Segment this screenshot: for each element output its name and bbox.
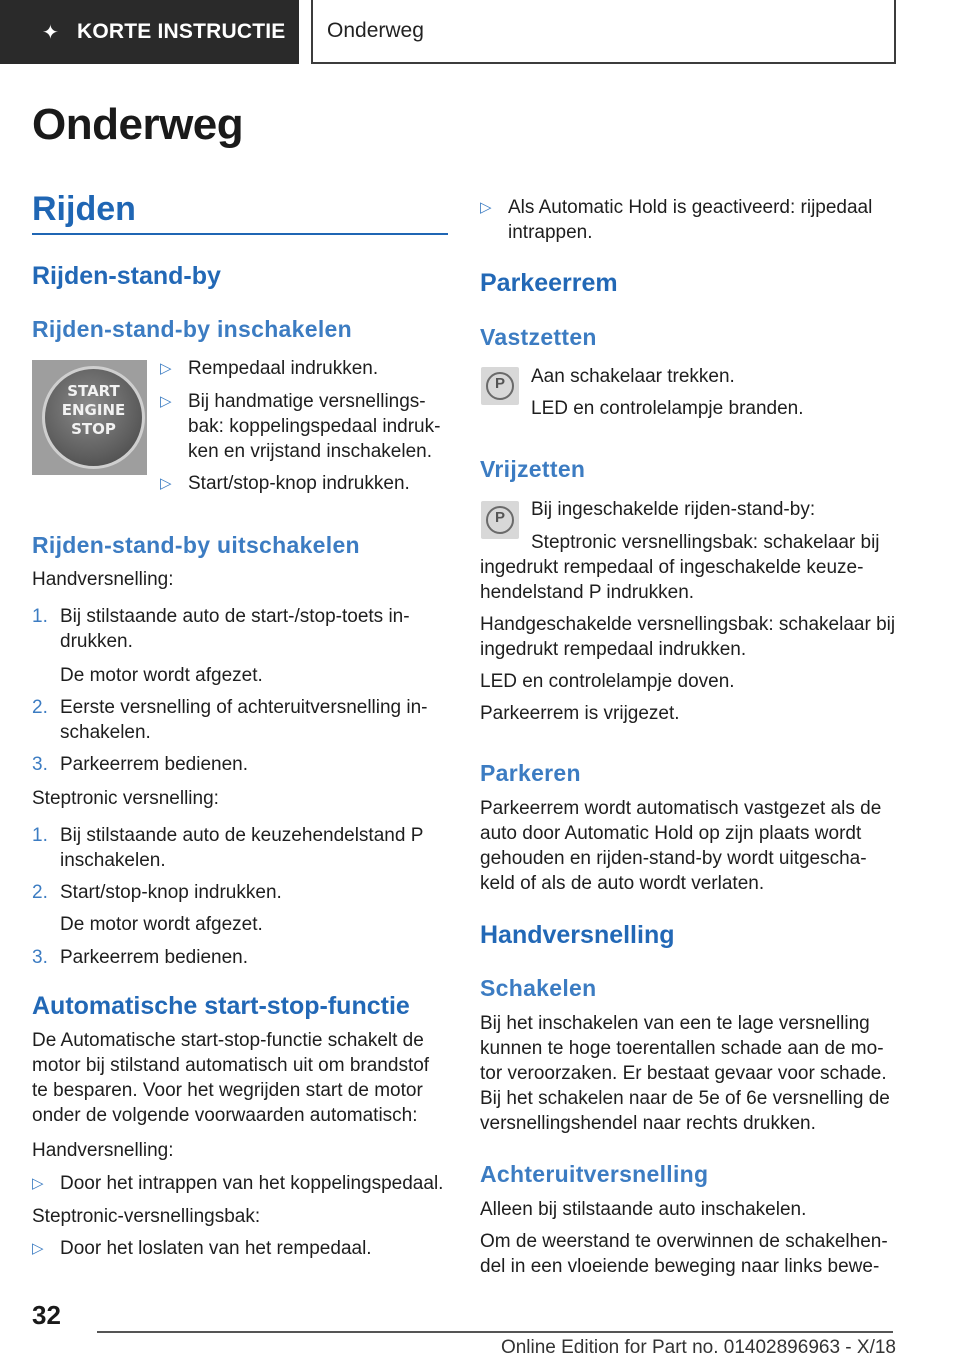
paragraph-line: te besparen. Voor het wegrijden start de motor xyxy=(32,1080,423,1101)
bullet-text: Door het intrappen van het koppelingspedaal. xyxy=(60,1173,444,1194)
paragraph-line: Bij het schakelen naar de 5e of 6e versnelling de xyxy=(480,1088,890,1109)
heading-standby: Rijden-stand-by xyxy=(32,262,221,290)
paragraph-line: onder de volgende voorwaarden automatisch: xyxy=(32,1105,418,1126)
paragraph-line: ingedrukt rempedaal of ingeschakelde keuze- xyxy=(480,557,864,578)
list-item xyxy=(32,1236,372,1261)
heading-parkeerrem: Parkeerrem xyxy=(480,269,618,297)
paragraph-line: versnellingshendel naar rechts drukken. xyxy=(480,1113,816,1134)
step-number: 3. xyxy=(32,754,48,775)
engine-text: ENGINE xyxy=(61,401,126,419)
list-item xyxy=(32,695,428,745)
step-number: 2. xyxy=(32,697,48,718)
list-item xyxy=(32,663,263,688)
heading-inschakelen: Rijden-stand-by inschakelen xyxy=(32,316,352,342)
paragraph-line: ingedrukt rempedaal indrukken. xyxy=(480,639,747,660)
page-number: 32 xyxy=(32,1300,61,1330)
step-text: De motor wordt afgezet. xyxy=(60,665,263,686)
heading-vastzetten: Vastzetten xyxy=(480,324,597,350)
step-number: 1. xyxy=(32,825,48,846)
bullet-text: Rempedaal indrukken. xyxy=(188,358,379,379)
achteruit-paragraph xyxy=(480,1229,888,1279)
step-text: inschakelen. xyxy=(60,850,166,871)
paragraph-line: Om de weerstand te overwinnen de schakelhen- xyxy=(480,1231,888,1252)
triangle-bullet-icon: ▷ xyxy=(160,475,172,492)
vrij-step-paragraph xyxy=(480,530,900,605)
bullet-text: ken en vrijstand inschakelen. xyxy=(188,441,432,462)
step-text: Parkeerrem bedienen. xyxy=(60,947,248,968)
heading-handversnelling: Handversnelling xyxy=(480,921,675,949)
step-text: Bij stilstaande auto de start-/stop-toets in- xyxy=(60,606,410,627)
triangle-bullet-icon: ▷ xyxy=(160,393,172,410)
step-number: 1. xyxy=(32,606,48,627)
step-number: 2. xyxy=(32,882,48,903)
paragraph-line: Handgeschakelde versnellingsbak: schakelaar bij xyxy=(480,614,896,635)
bullet-text: bak: koppelingspedaal indruk- xyxy=(188,416,441,437)
bullet-text: Start/stop-knop indrukken. xyxy=(188,473,410,494)
step-number: 3. xyxy=(32,947,48,968)
paragraph-line: Steptronic versnellingsbak: schakelaar bij xyxy=(531,532,880,553)
triangle-bullet-icon: ▷ xyxy=(32,1175,44,1192)
vast-line: Aan schakelaar trekken. xyxy=(531,366,735,387)
step-text: schakelen. xyxy=(60,722,151,743)
paragraph-line: Parkeerrem wordt automatisch vastgezet als de xyxy=(480,798,882,819)
heading-uitschakelen: Rijden-stand-by uitschakelen xyxy=(32,532,360,558)
paragraph-line: De Automatische start-stop-functie schakelt de xyxy=(32,1030,424,1051)
heading-vrijzetten: Vrijzetten xyxy=(480,456,586,482)
vast-line: LED en controlelampje branden. xyxy=(531,398,804,419)
bullet-text: Bij handmatige versnellings- xyxy=(188,391,426,412)
vrij-first: Bij ingeschakelde rijden-stand-by: xyxy=(531,499,816,520)
parkeren-paragraph xyxy=(480,796,881,896)
parking-brake-p-glyph: P xyxy=(494,509,505,526)
heading-schakelen: Schakelen xyxy=(480,975,597,1001)
list-item xyxy=(160,356,378,381)
paragraph-line: hendelstand P indrukken. xyxy=(480,582,695,603)
list-item xyxy=(480,195,872,245)
vrij-hand-paragraph xyxy=(480,612,895,662)
step-text: Start/stop-knop indrukken. xyxy=(60,882,282,903)
list-item xyxy=(160,389,440,464)
heading-achteruit: Achteruitversnelling xyxy=(480,1161,709,1187)
heading-rule xyxy=(32,233,448,235)
stop-text: STOP xyxy=(71,420,116,438)
list-item xyxy=(160,471,410,496)
bullet-text: Door het loslaten van het rempedaal. xyxy=(60,1238,372,1259)
start-stop-button-image xyxy=(32,360,147,475)
heading-parkeren: Parkeren xyxy=(480,760,581,786)
chapter-label: Onderweg xyxy=(327,19,424,42)
footer-rule xyxy=(97,1331,893,1333)
step-text: Parkeerrem bedienen. xyxy=(60,754,248,775)
list-item xyxy=(32,1171,443,1196)
label-handversnelling: Handversnelling: xyxy=(32,569,174,590)
list-item xyxy=(32,945,248,970)
heading-rijden: Rijden xyxy=(32,190,136,228)
list-item xyxy=(32,880,282,905)
footer-edition: Online Edition for Part no. 01402896963 - X/18 xyxy=(500,1337,896,1358)
achteruit-line: Alleen bij stilstaande auto inschakelen. xyxy=(480,1199,807,1220)
paragraph-line: motor bij stilstand automatisch uit om brandstof xyxy=(32,1055,430,1076)
section-label: KORTE INSTRUCTIE xyxy=(76,20,286,43)
vrij-done: Parkeerrem is vrijgezet. xyxy=(480,703,680,724)
paragraph-line: keld of als de auto wordt verlaten. xyxy=(480,873,765,894)
triangle-bullet-icon: ▷ xyxy=(32,1240,44,1257)
triangle-bullet-icon: ▷ xyxy=(480,199,492,216)
step-text: De motor wordt afgezet. xyxy=(60,914,263,935)
paragraph-line: kunnen te hoge toerentallen schade aan de mo- xyxy=(480,1038,884,1059)
page-title: Onderweg xyxy=(32,100,244,149)
list-item xyxy=(32,912,263,937)
list-item xyxy=(32,752,248,777)
vrij-led: LED en controlelampje doven. xyxy=(480,671,735,692)
paragraph-line: auto door Automatic Hold op zijn plaats wordt xyxy=(480,823,862,844)
step-text: Bij stilstaande auto de keuzehendelstand P xyxy=(60,825,424,846)
list-item xyxy=(32,604,410,654)
start-button-label xyxy=(42,382,145,439)
parking-brake-p-glyph: P xyxy=(494,375,505,392)
heading-auto-start-stop: Automatische start-stop-functie xyxy=(32,992,410,1020)
paragraph-line: tor veroorzaken. Er bestaat gevaar voor schade. xyxy=(480,1063,887,1084)
auto-ss-paragraph xyxy=(32,1028,429,1128)
label-steptronic: Steptronic versnelling: xyxy=(32,788,219,809)
label-auto-step: Steptronic-versnellingsbak: xyxy=(32,1206,261,1227)
spark-icon: ✦ xyxy=(42,21,59,44)
triangle-bullet-icon: ▷ xyxy=(160,360,172,377)
chapter-tab[interactable] xyxy=(311,0,896,64)
start-text: START xyxy=(67,382,120,400)
paragraph-line: gehouden en rijden-stand-by wordt uitgescha- xyxy=(480,848,867,869)
paragraph-line: del in een vloeiende beweging naar links bewe- xyxy=(480,1256,880,1277)
bullet-text: Als Automatic Hold is geactiveerd: rijpedaal xyxy=(508,197,873,218)
list-item xyxy=(32,823,423,873)
parking-brake-icon xyxy=(481,367,519,405)
schakelen-paragraph xyxy=(480,1011,890,1136)
bullet-text: intrappen. xyxy=(508,222,593,243)
label-auto-hand: Handversnelling: xyxy=(32,1140,174,1161)
section-tab[interactable] xyxy=(0,0,299,64)
step-text: drukken. xyxy=(60,631,133,652)
paragraph-line: Bij het inschakelen van een te lage versnelling xyxy=(480,1013,870,1034)
step-text: Eerste versnelling of achteruitversnelling in- xyxy=(60,697,428,718)
